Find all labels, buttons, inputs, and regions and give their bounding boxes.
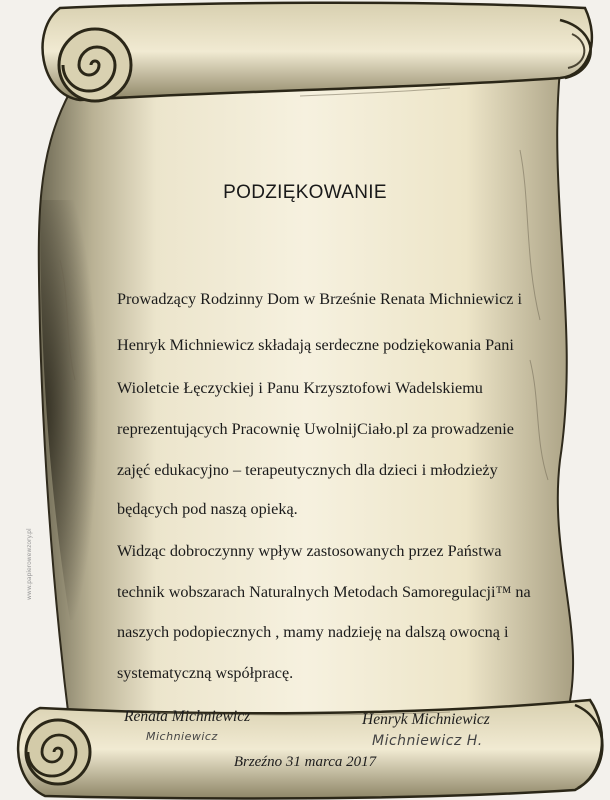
body-line: Prowadzący Rodzinny Dom w Brześnie Renata Michniewicz i	[117, 290, 523, 308]
body-line: będących pod naszą opieką.	[117, 500, 298, 518]
signature-name-henryk: Henryk Michniewicz	[362, 711, 490, 728]
body-line: technik wobszarach Naturalnych Metodach Samoregulacji™ na	[117, 583, 531, 601]
handwritten-signature-renata: Michniewicz	[146, 730, 218, 743]
document-date: Brzeźno 31 marca 2017	[233, 754, 377, 770]
body-line: reprezentujących Pracownię UwolnijCiało.pl za prowadzenie	[117, 420, 514, 438]
signature-name-renata: Renata Michniewicz	[124, 708, 251, 725]
body-line: zajęć edukacyjno – terapeutycznych dla dzieci i młodzieży	[117, 461, 498, 479]
body-line: Henryk Michniewicz składają serdeczne podziękowania Pani	[117, 336, 514, 354]
body-line: Widząc dobroczynny wpływ zastosowanych przez Państwa	[117, 542, 502, 560]
body-line: systematyczną współpracę.	[117, 664, 294, 682]
handwritten-signature-henryk: Michniewicz H.	[372, 733, 483, 749]
document-title: PODZIĘKOWANIE	[223, 182, 387, 203]
body-line: Wioletcie Łęczyckiej i Panu Krzysztofowi Wadelskiemu	[117, 379, 483, 397]
body-line: naszych podopiecznych , mamy nadzieję na dalszą owocną i	[117, 623, 509, 641]
watermark-url: www.papierowewzory.pl	[26, 528, 33, 600]
